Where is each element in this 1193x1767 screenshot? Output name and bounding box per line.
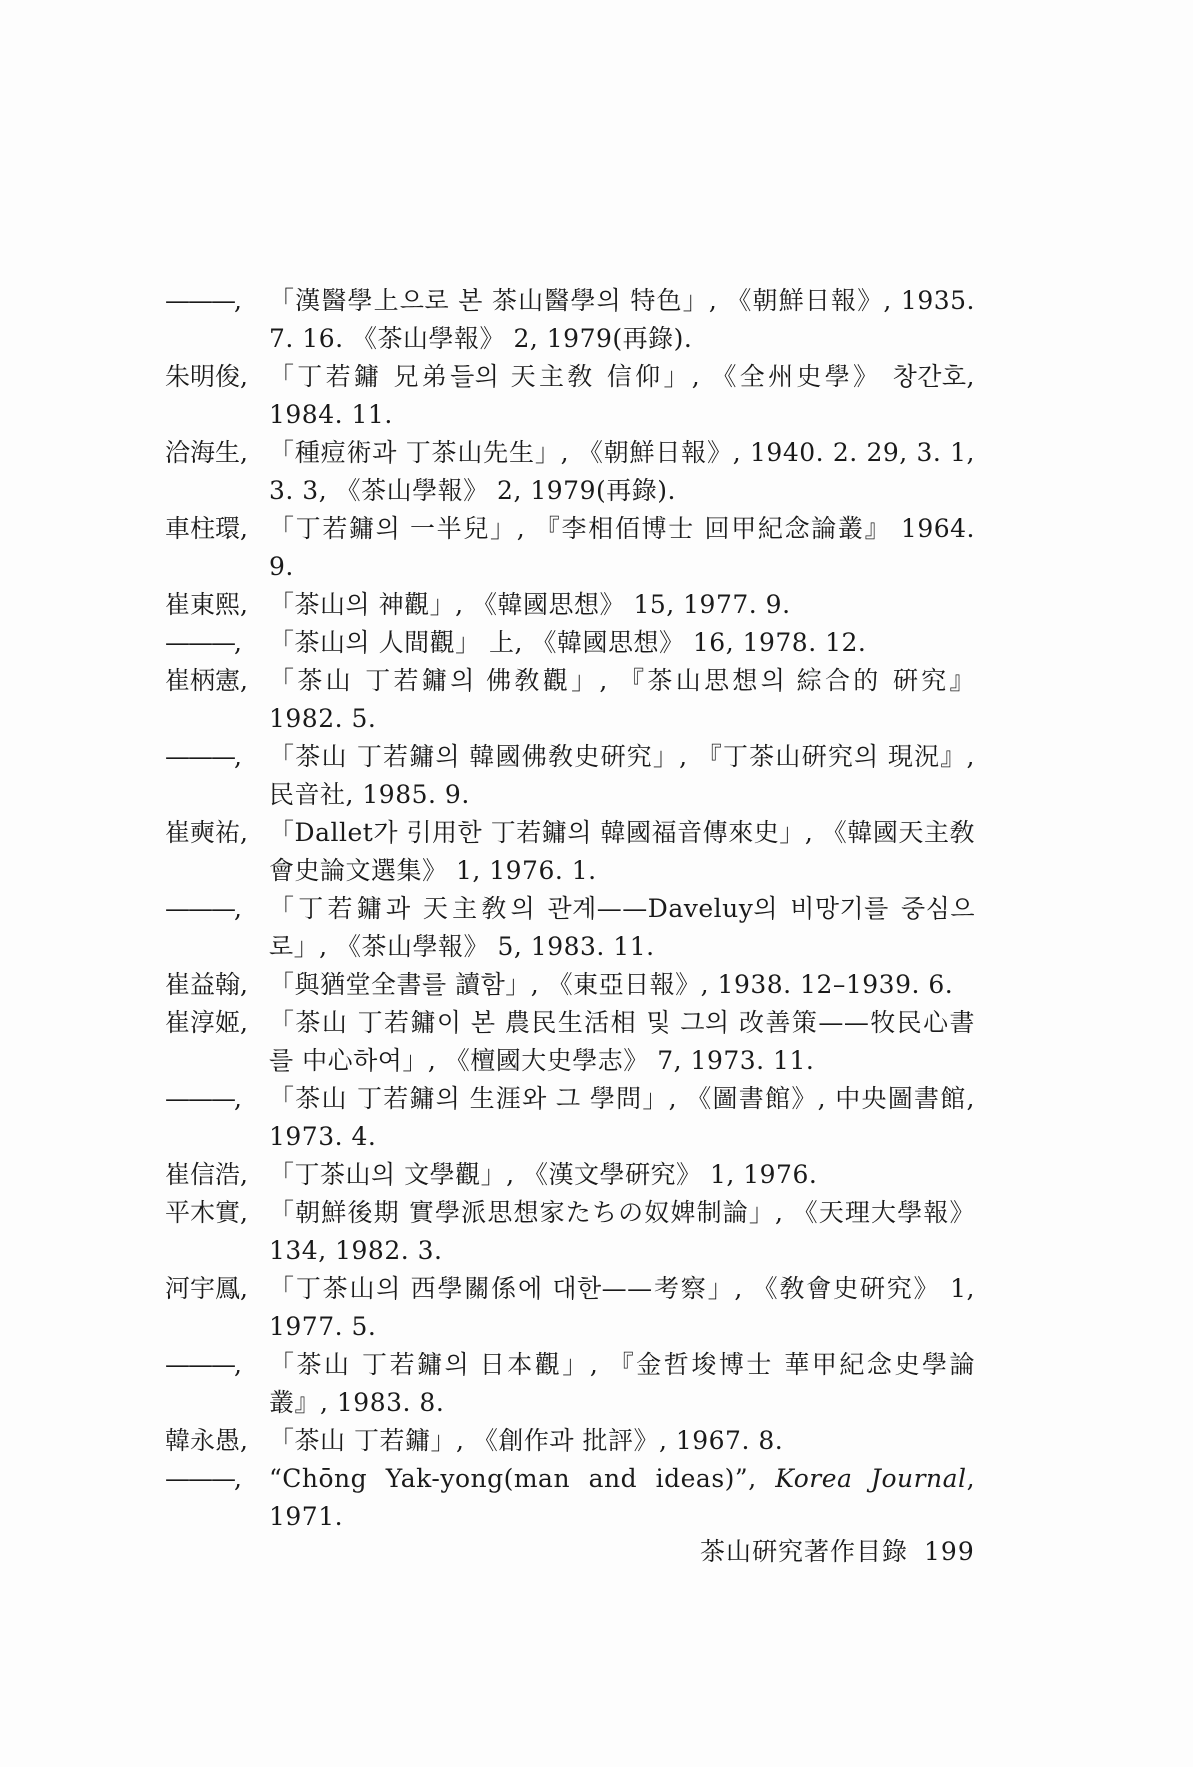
bib-text: 「漢醫學上으로 본 茶山醫學의 特色」, 《朝鮮日報》, 1935. 7. 16. 《茶山學報》 2, 1979(再錄). [269,286,975,353]
bib-journal-italic: Korea Journal [775,1464,967,1493]
bib-text: 「丁若鏞의 一半兒」, 『李相佰博士 回甲紀念論叢』 1964. 9. [269,514,975,581]
bib-entry [165,586,975,624]
bib-author: ———, [165,742,240,771]
bib-text: 「茶山의 人間觀」 上, 《韓國思想》 16, 1978. 12. [269,628,867,657]
bib-author: ———, [165,1084,240,1113]
bib-text: 「茶山의 神觀」, 《韓國思想》 15, 1977. 9. [269,590,791,619]
bib-author: ———, [165,286,240,315]
bib-entry [165,1460,975,1536]
bib-entry [165,510,975,586]
page-number: 199 [924,1537,975,1566]
bib-author: 崔奭祐, [165,818,248,847]
bib-text: 「朝鮮後期 實學派思想家たちの奴婢制論」, 《天理大學報》 134, 1982. 3. [269,1198,975,1265]
bib-entry [165,1270,975,1346]
bib-text: 「與猶堂全書를 讀함」, 《東亞日報》, 1938. 12–1939. 6. [269,970,954,999]
bib-author: ———, [165,1350,240,1379]
bib-entry [165,738,975,814]
bib-entry [165,662,975,738]
bib-text [269,1460,975,1536]
bib-author: 崔東熙, [165,590,248,619]
bib-text: 「Dallet가 引用한 丁若鏞의 韓國福音傳來史」, 《韓國天主敎會史論文選集》 1, 1976. 1. [269,818,975,885]
bib-text: 「茶山 丁若鏞이 본 農民生活相 및 그의 改善策——牧民心書를 中心하여」, 《檀國大史學志》 7, 1973. 11. [269,1008,975,1075]
bib-entry [165,1004,975,1080]
bib-text: 「茶山 丁若鏞의 日本觀」, 『金哲埈博士 華甲紀念史學論叢』, 1983. 8. [269,1350,975,1417]
page-footer [700,1532,975,1568]
bib-text: 「丁若鏞과 天主敎의 관계——Daveluy의 비망기를 중심으로」, 《茶山學報》 5, 1983. 11. [269,894,975,961]
bib-entry [165,890,975,966]
bib-author: ———, [165,894,240,923]
bib-author: ———, [165,1464,240,1493]
bib-text: 「茶山 丁若鏞의 生涯와 그 學問」, 《圖書館》, 中央圖書館, 1973. 4. [269,1084,975,1151]
bib-text: 「茶山 丁若鏞의 韓國佛敎史硏究」, 『丁茶山硏究의 現況』, 民音社, 1985. 9. [269,742,975,809]
bib-entry [165,358,975,434]
bib-text: 「丁若鏞 兄弟들의 天主敎 信仰」, 《全州史學》 창간호, 1984. 11. [269,362,975,429]
bib-author: 崔柄憲, [165,666,248,695]
bib-entry [165,1346,975,1422]
bib-entry [165,966,975,1004]
bib-author: 崔淳姬, [165,1008,248,1037]
bib-author: 崔益翰, [165,970,248,999]
bib-text-date: , 1971. [269,1464,976,1531]
bib-author: 韓永愚, [165,1426,248,1455]
bib-author: 朱明俊, [165,362,248,391]
bib-author: 車柱環, [165,514,248,543]
bib-author: 崔信浩, [165,1160,248,1189]
running-title: 茶山硏究著作目錄 [700,1537,909,1566]
bib-entry [165,282,975,358]
bib-entry [165,1156,975,1194]
bib-entry [165,1080,975,1156]
bib-text: 「茶山 丁若鏞」, 《創作과 批評》, 1967. 8. [269,1426,784,1455]
bib-text: 「種痘術과 丁茶山先生」, 《朝鮮日報》, 1940. 2. 29, 3. 1, 3. 3, 《茶山學報》 2, 1979(再錄). [269,438,975,505]
bib-text: 「丁茶山의 西學關係에 대한——考察」, 《敎會史硏究》 1, 1977. 5. [269,1274,975,1341]
bib-entry [165,624,975,662]
bib-author: ———, [165,628,240,657]
bibliography-list [165,282,975,1536]
bib-text-title: “Chōng Yak-yong(man and ideas)”, [269,1464,776,1493]
bib-entry [165,434,975,510]
bib-text: 「丁茶山의 文學觀」, 《漢文學硏究》 1, 1976. [269,1160,818,1189]
bib-entry [165,814,975,890]
bib-entry [165,1422,975,1460]
bib-author: 河宇鳳, [165,1274,248,1303]
bib-entry [165,1194,975,1270]
bib-author: 洽海生, [165,438,248,467]
bib-text: 「茶山 丁若鏞의 佛敎觀」, 『茶山思想의 綜合的 硏究』 1982. 5. [269,666,975,733]
bib-author: 平木實, [165,1198,248,1227]
